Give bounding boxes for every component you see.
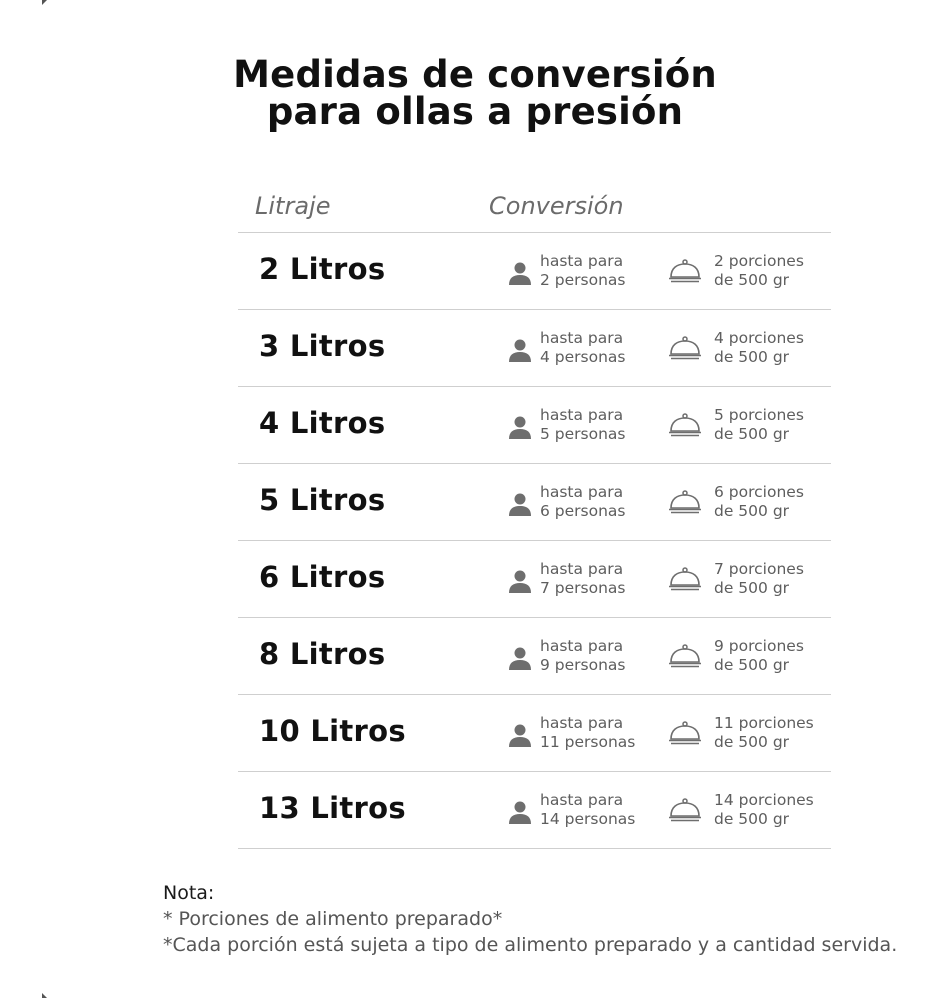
table-row: [238, 771, 831, 849]
people-line-2: 6 personas: [540, 502, 626, 520]
people-line-1: hasta para: [540, 252, 624, 270]
person-icon: [508, 492, 532, 518]
portion-line-2: de 500 gr: [714, 348, 790, 366]
header-conversion: Conversión: [489, 192, 624, 220]
liters-label: 5 Litros: [259, 483, 386, 517]
cloche-icon: [668, 797, 702, 823]
portion-line-2: de 500 gr: [714, 579, 790, 597]
person-icon: [508, 723, 532, 749]
people-line-2: 2 personas: [540, 271, 626, 289]
portion-line-1: 7 porciones: [714, 560, 804, 578]
portion-line-1: 11 porciones: [714, 714, 814, 732]
portion-line-2: de 500 gr: [714, 656, 790, 674]
liters-label: 13 Litros: [259, 791, 406, 825]
people-line-1: hasta para: [540, 329, 624, 347]
liters-label: 3 Litros: [259, 329, 386, 363]
people-line-2: 4 personas: [540, 348, 626, 366]
cloche-icon: [668, 566, 702, 592]
people-line-1: hasta para: [540, 560, 624, 578]
title-line-2: para ollas a presión: [266, 90, 684, 133]
conversion-table: [238, 232, 831, 849]
portion-line-1: 6 porciones: [714, 483, 804, 501]
people-line-1: hasta para: [540, 637, 624, 655]
portion-line-2: de 500 gr: [714, 502, 790, 520]
portion-info: [714, 252, 804, 290]
people-line-1: hasta para: [540, 406, 624, 424]
cloche-icon: [668, 412, 702, 438]
liters-label: 8 Litros: [259, 637, 386, 671]
person-icon: [508, 415, 532, 441]
table-row: [238, 232, 831, 309]
table-row: [238, 386, 831, 463]
liters-label: 2 Litros: [259, 252, 386, 286]
person-icon: [508, 569, 532, 595]
portion-line-2: de 500 gr: [714, 810, 790, 828]
header-litraje: Litraje: [255, 192, 331, 220]
people-capacity: [540, 252, 626, 290]
person-icon: [508, 646, 532, 672]
table-row: [238, 617, 831, 694]
people-line-1: hasta para: [540, 791, 624, 809]
table-row: [238, 463, 831, 540]
corner-mark-top: [42, 0, 47, 5]
people-capacity: [540, 791, 635, 829]
liters-label: 4 Litros: [259, 406, 386, 440]
title-line-1: Medidas de conversión: [233, 53, 717, 96]
person-icon: [508, 261, 532, 287]
liters-label: 6 Litros: [259, 560, 386, 594]
table-row: [238, 309, 831, 386]
portion-line-2: de 500 gr: [714, 425, 790, 443]
portion-info: [714, 483, 804, 521]
portion-line-2: de 500 gr: [714, 271, 790, 289]
portion-line-1: 9 porciones: [714, 637, 804, 655]
portion-line-1: 14 porciones: [714, 791, 814, 809]
notes-line-2: *Cada porción está sujeta a tipo de alimento preparado y a cantidad servida.: [163, 934, 898, 956]
page-title: [0, 53, 950, 133]
people-line-1: hasta para: [540, 714, 624, 732]
notes-title: Nota:: [163, 882, 215, 904]
table-row: [238, 540, 831, 617]
cloche-icon: [668, 643, 702, 669]
portion-info: [714, 329, 804, 367]
people-line-2: 11 personas: [540, 733, 636, 751]
person-icon: [508, 338, 532, 364]
portion-info: [714, 406, 804, 444]
notes: [163, 880, 897, 958]
person-icon: [508, 800, 532, 826]
portion-info: [714, 791, 814, 829]
people-capacity: [540, 637, 626, 675]
table-row: [238, 694, 831, 771]
cloche-icon: [668, 489, 702, 515]
portion-line-1: 4 porciones: [714, 329, 804, 347]
people-line-2: 7 personas: [540, 579, 626, 597]
corner-mark-bottom: [42, 993, 47, 998]
people-capacity: [540, 714, 635, 752]
people-capacity: [540, 560, 626, 598]
people-capacity: [540, 329, 626, 367]
portion-line-1: 5 porciones: [714, 406, 804, 424]
portion-line-2: de 500 gr: [714, 733, 790, 751]
portion-line-1: 2 porciones: [714, 252, 804, 270]
cloche-icon: [668, 335, 702, 361]
people-line-2: 9 personas: [540, 656, 626, 674]
cloche-icon: [668, 258, 702, 284]
people-line-1: hasta para: [540, 483, 624, 501]
portion-info: [714, 560, 804, 598]
people-line-2: 5 personas: [540, 425, 626, 443]
people-capacity: [540, 483, 626, 521]
portion-info: [714, 637, 804, 675]
liters-label: 10 Litros: [259, 714, 406, 748]
people-line-2: 14 personas: [540, 810, 636, 828]
table-header: [238, 190, 831, 230]
cloche-icon: [668, 720, 702, 746]
portion-info: [714, 714, 814, 752]
notes-line-1: * Porciones de alimento preparado*: [163, 908, 503, 930]
people-capacity: [540, 406, 626, 444]
